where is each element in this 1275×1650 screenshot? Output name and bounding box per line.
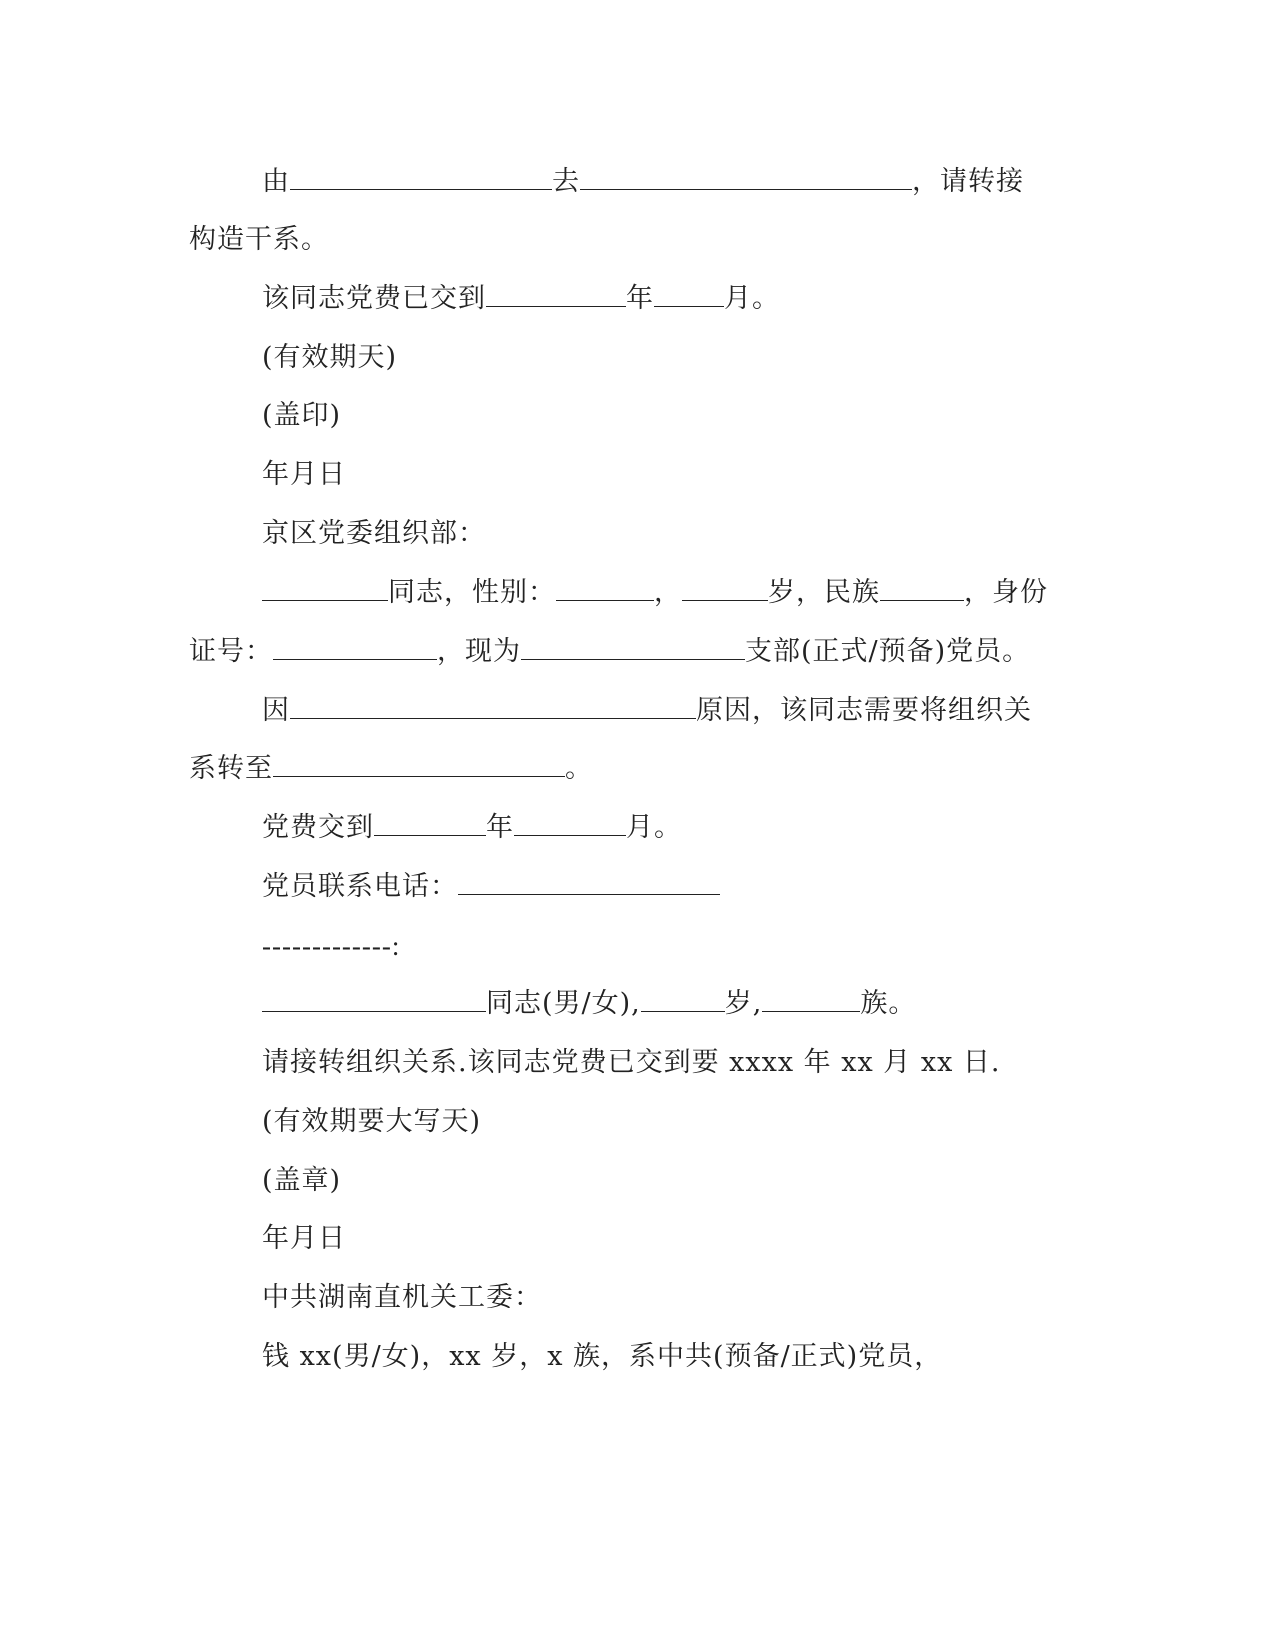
ethnicity-label: 岁，民族 <box>768 577 880 608</box>
reason-blank <box>290 694 696 719</box>
age-blank <box>682 576 768 601</box>
name-blank <box>262 576 388 601</box>
please-transfer-text: ，请转接 <box>912 166 1024 197</box>
gender-blank <box>556 576 654 601</box>
dues-month-blank-2 <box>514 811 626 836</box>
date-line: 年月日 <box>262 459 346 490</box>
branch-label: 支部(正式/预备)党员。 <box>745 636 1031 667</box>
name-blank-2 <box>262 987 486 1012</box>
gender-label-2: 同志(男/女), <box>486 988 641 1019</box>
dues-label-2: 党费交到 <box>262 812 374 843</box>
validity-note: (有效期天) <box>262 342 398 373</box>
member-info-line <box>262 576 1048 610</box>
validity-note-2: (有效期要大写天) <box>262 1106 482 1137</box>
date-line-2: 年月日 <box>262 1223 346 1254</box>
member-info-line-2 <box>262 987 916 1021</box>
gender-label: 同志，性别： <box>388 577 556 608</box>
age-label-2: 岁, <box>724 988 763 1019</box>
to-label: 去 <box>552 166 580 197</box>
year-label-2: 年 <box>486 812 514 843</box>
reason-text: 原因，该同志需要将组织关 <box>696 695 1032 726</box>
seal-note-2: (盖章) <box>262 1165 342 1196</box>
id-branch-line <box>189 635 1030 669</box>
dues-paid-line <box>262 282 780 316</box>
seal-note: (盖印) <box>262 400 342 431</box>
reason-line <box>262 694 1032 728</box>
dues-line-2 <box>262 811 682 845</box>
transfer-to-blank <box>273 752 565 777</box>
transfer-request-line: 请接转组织关系.该同志党费已交到要 xxxx 年 xx 月 xx 日. <box>262 1047 1001 1078</box>
dues-year-blank-2 <box>374 811 486 836</box>
year-label: 年 <box>626 283 654 314</box>
phone-blank <box>458 870 720 895</box>
age-blank-2 <box>641 987 725 1012</box>
phone-line <box>262 870 720 904</box>
dues-month-blank <box>654 282 724 307</box>
dues-year-blank <box>486 282 626 307</box>
ethnicity-blank <box>880 576 964 601</box>
ethnicity-blank-2 <box>762 987 860 1012</box>
relation-line: 构造干系。 <box>189 224 329 255</box>
from-label: 由 <box>262 166 290 197</box>
to-blank <box>580 165 912 190</box>
addressee-line-2: 中共湖南直机关工委： <box>262 1282 542 1313</box>
member-statement-line: 钱 xx(男/女)，xx 岁，x 族，系中共(预备/正式)党员， <box>262 1341 943 1372</box>
currently-label: ，现为 <box>437 636 521 667</box>
dues-paid-label: 该同志党费已交到 <box>262 283 486 314</box>
phone-label: 党员联系电话： <box>262 871 458 902</box>
id-number-blank <box>273 635 437 660</box>
transfer-to-label: 系转至 <box>189 753 273 784</box>
month-label-2: 月。 <box>626 812 682 843</box>
separator-line: -------------: <box>262 931 401 961</box>
id-label-end: 证号： <box>189 636 273 667</box>
month-label: 月。 <box>724 283 780 314</box>
period: 。 <box>565 753 593 784</box>
comma-sep: ， <box>654 577 682 608</box>
from-blank <box>290 165 552 190</box>
transfer-to-line <box>189 752 593 786</box>
addressee-line: 京区党委组织部： <box>262 518 486 549</box>
id-label-start: ，身份 <box>964 577 1048 608</box>
ethnicity-label-2: 族。 <box>860 988 917 1019</box>
reason-label: 因 <box>262 695 290 726</box>
transfer-from-to-line <box>262 165 1024 199</box>
branch-blank <box>521 635 745 660</box>
